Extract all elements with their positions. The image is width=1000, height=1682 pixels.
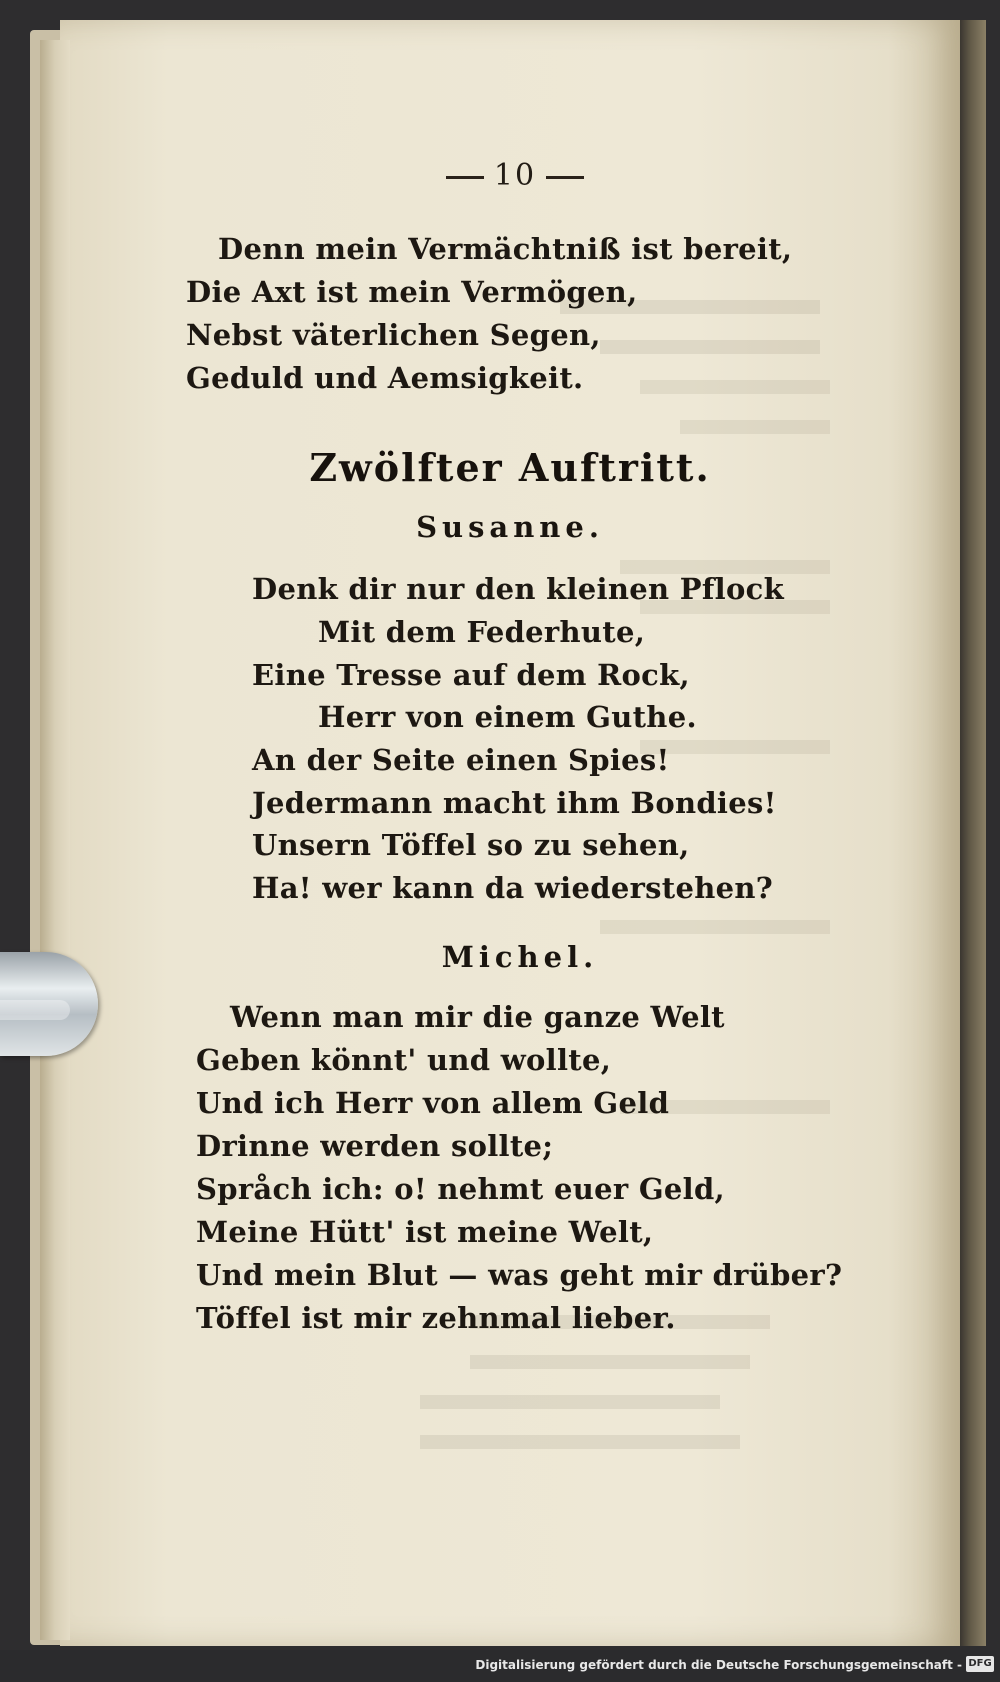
verse-line: Denk dir nur den kleinen Pflock xyxy=(252,572,784,606)
book-spine-shadow xyxy=(960,20,986,1646)
verse-line: Wenn man mir die ganze Welt xyxy=(230,1000,725,1034)
verse-line: Eine Tresse auf dem Rock, xyxy=(252,658,690,692)
verse-line: Geben könnt' und wollte, xyxy=(196,1043,612,1077)
verse-line: Språch ich: o! nehmt euer Geld, xyxy=(196,1172,725,1206)
page-number-value: 10 xyxy=(493,158,537,193)
page-clip-highlight xyxy=(0,1000,70,1020)
verse-line: Meine Hütt' ist meine Welt, xyxy=(196,1215,654,1249)
funding-credit: Digitalisierung gefördert durch die Deutsche Forschungsgemeinschaft - xyxy=(475,1658,962,1672)
verse-line: Mit dem Federhute, xyxy=(318,615,646,649)
verse-line: An der Seite einen Spies! xyxy=(252,743,670,777)
verse-line: Nebst väterlichen Segen, xyxy=(186,318,601,352)
verse-line: Drinne werden sollte; xyxy=(196,1129,554,1163)
verse-line: Jedermann macht ihm Bondies! xyxy=(252,786,777,820)
dfg-logo-icon: DFG xyxy=(966,1656,994,1672)
speaker-name: Michel. xyxy=(441,940,599,974)
page-number-dash-right xyxy=(546,176,584,179)
speaker-name: Susanne. xyxy=(416,510,604,544)
verse-line: Geduld und Aemsigkeit. xyxy=(186,361,584,395)
verse-line: Töffel ist mir zehnmal lieber. xyxy=(196,1301,676,1335)
page-stack-edge xyxy=(40,40,70,1640)
verse-line: Und ich Herr von allem Geld xyxy=(196,1086,670,1120)
footer-bar xyxy=(0,1650,1000,1682)
verse-line: Die Axt ist mein Vermögen, xyxy=(186,275,638,309)
scene-heading: Zwölfter Auftritt. xyxy=(309,445,711,490)
verse-line: Unsern Töffel so zu sehen, xyxy=(252,828,690,862)
verse-line: Und mein Blut — was geht mir drüber? xyxy=(196,1258,843,1292)
page-number xyxy=(420,158,610,193)
verse-line: Denn mein Vermächtniß ist bereit, xyxy=(218,232,793,266)
page-number-dash-left xyxy=(446,176,484,179)
verse-line: Herr von einem Guthe. xyxy=(318,700,697,734)
verse-line: Ha! wer kann da wiederstehen? xyxy=(252,871,774,905)
